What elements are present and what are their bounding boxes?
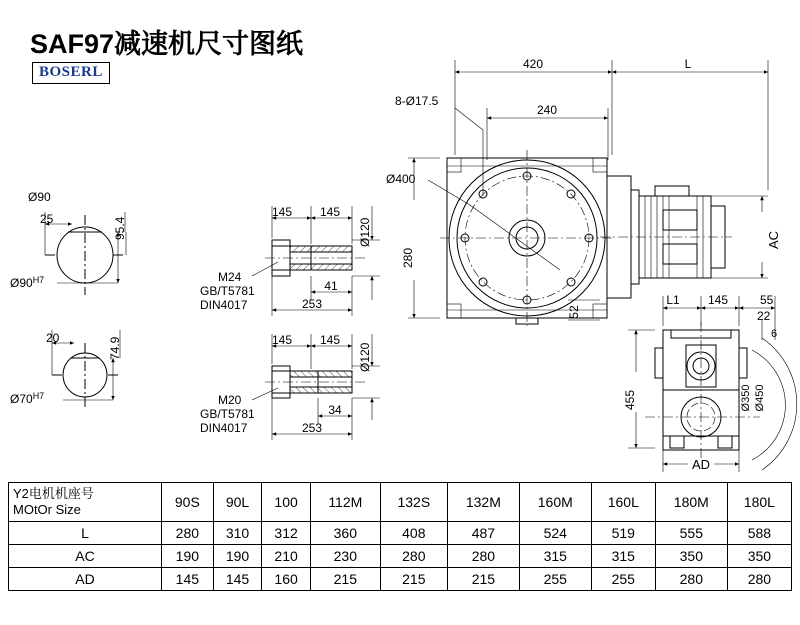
table-cell: 215 — [310, 568, 380, 591]
label-shaft90-bore: $Ø90^{H7}$ — [10, 275, 45, 290]
table-corner-cell — [9, 483, 162, 522]
table-cell: 230 — [310, 545, 380, 568]
label-280: 280 — [401, 247, 415, 269]
table-cell: 519 — [591, 522, 655, 545]
label-AC: AC — [766, 230, 781, 250]
table-cell: 280 — [447, 545, 519, 568]
label-420: 420 — [522, 57, 544, 71]
column-header: 132M — [447, 483, 519, 522]
row-label: L — [9, 522, 162, 545]
column-header: 180L — [727, 483, 791, 522]
table-cell: 160 — [262, 568, 311, 591]
label-shaft90-key: 25 — [40, 212, 54, 226]
label-AD: AD — [691, 457, 711, 472]
label-top-145a: 145 — [271, 205, 293, 219]
label-top-145b: 145 — [319, 205, 341, 219]
label-22: 22 — [757, 309, 771, 323]
label-bot-34: 34 — [328, 403, 342, 417]
label-bot-gb: GB/T5781 — [200, 407, 255, 421]
table-cell: 315 — [519, 545, 591, 568]
table-cell: 280 — [162, 522, 214, 545]
label-top-253: 253 — [301, 297, 323, 311]
table-cell: 315 — [591, 545, 655, 568]
label-455: 455 — [623, 389, 637, 411]
table-header-row — [9, 483, 792, 522]
table-cell: 487 — [447, 522, 519, 545]
table-cell: 145 — [162, 568, 214, 591]
label-top-41: 41 — [324, 279, 338, 293]
table-cell: 524 — [519, 522, 591, 545]
label-shaft90-top: Ø90 — [28, 190, 51, 204]
label-bot-145a: 145 — [271, 333, 293, 347]
label-bot-din: DIN4017 — [200, 421, 248, 435]
column-header: 90L — [213, 483, 262, 522]
label-145c: 145 — [707, 293, 729, 307]
column-header: 180M — [655, 483, 727, 522]
table-cell: 350 — [727, 545, 791, 568]
table-cell: 280 — [380, 545, 447, 568]
table-row — [9, 522, 792, 545]
label-8xd175: 8-Ø17.5 — [395, 94, 439, 108]
table-cell: 255 — [591, 568, 655, 591]
table-cell: 210 — [262, 545, 311, 568]
main-front-view — [440, 150, 615, 326]
table-cell: 280 — [727, 568, 791, 591]
label-top-m24: M24 — [218, 270, 242, 284]
table-row — [9, 568, 792, 591]
label-shaft70-key: 20 — [46, 331, 60, 345]
column-header: 132S — [380, 483, 447, 522]
label-d350: Ø350 — [740, 384, 752, 412]
table-cell: 190 — [213, 545, 262, 568]
label-shaft70-bore: $Ø70^{H7}$ — [10, 391, 45, 406]
label-52: 52 — [567, 305, 581, 319]
row-label: AD — [9, 568, 162, 591]
table-cell: 408 — [380, 522, 447, 545]
label-d400: Ø400 — [386, 172, 416, 186]
column-header: 160M — [519, 483, 591, 522]
column-header: 112M — [310, 483, 380, 522]
table-cell: 215 — [380, 568, 447, 591]
table-cell: 555 — [655, 522, 727, 545]
corner-line-1: Y2电机机座号 — [13, 486, 94, 501]
motor-side-view — [600, 176, 768, 298]
label-shaft70-h: 74.9 — [108, 336, 122, 360]
label-240: 240 — [536, 103, 558, 117]
table-cell: 588 — [727, 522, 791, 545]
column-header: 160L — [591, 483, 655, 522]
dimension-table — [8, 482, 792, 591]
row-label: AC — [9, 545, 162, 568]
corner-line-2: MOtOr Size — [13, 502, 81, 517]
label-bot-m20: M20 — [218, 393, 242, 407]
label-top-gb: GB/T5781 — [200, 284, 255, 298]
table-cell: 312 — [262, 522, 311, 545]
label-bot-d120: Ø120 — [358, 342, 372, 372]
table-cell: 280 — [655, 568, 727, 591]
label-bot-145b: 145 — [319, 333, 341, 347]
label-55: 55 — [760, 293, 774, 307]
label-bot-253: 253 — [301, 421, 323, 435]
label-L1: L1 — [666, 293, 680, 307]
label-shaft90-h: 95.4 — [113, 216, 127, 240]
table-row — [9, 545, 792, 568]
column-header: 90S — [162, 483, 214, 522]
table-cell: 360 — [310, 522, 380, 545]
brand-logo: BOSERL — [32, 62, 110, 84]
table-cell: 190 — [162, 545, 214, 568]
table-cell: 215 — [447, 568, 519, 591]
label-L: L — [684, 57, 692, 71]
label-top-din: DIN4017 — [200, 298, 248, 312]
label-top-d120: Ø120 — [358, 217, 372, 247]
label-6: 6 — [771, 328, 778, 340]
table-cell: 145 — [213, 568, 262, 591]
page-title: SAF97减速机尺寸图纸 — [30, 29, 304, 59]
label-d450: Ø450 — [754, 384, 766, 412]
column-header: 100 — [262, 483, 311, 522]
table-cell: 310 — [213, 522, 262, 545]
end-view — [628, 296, 797, 472]
table-cell: 350 — [655, 545, 727, 568]
table-cell: 255 — [519, 568, 591, 591]
